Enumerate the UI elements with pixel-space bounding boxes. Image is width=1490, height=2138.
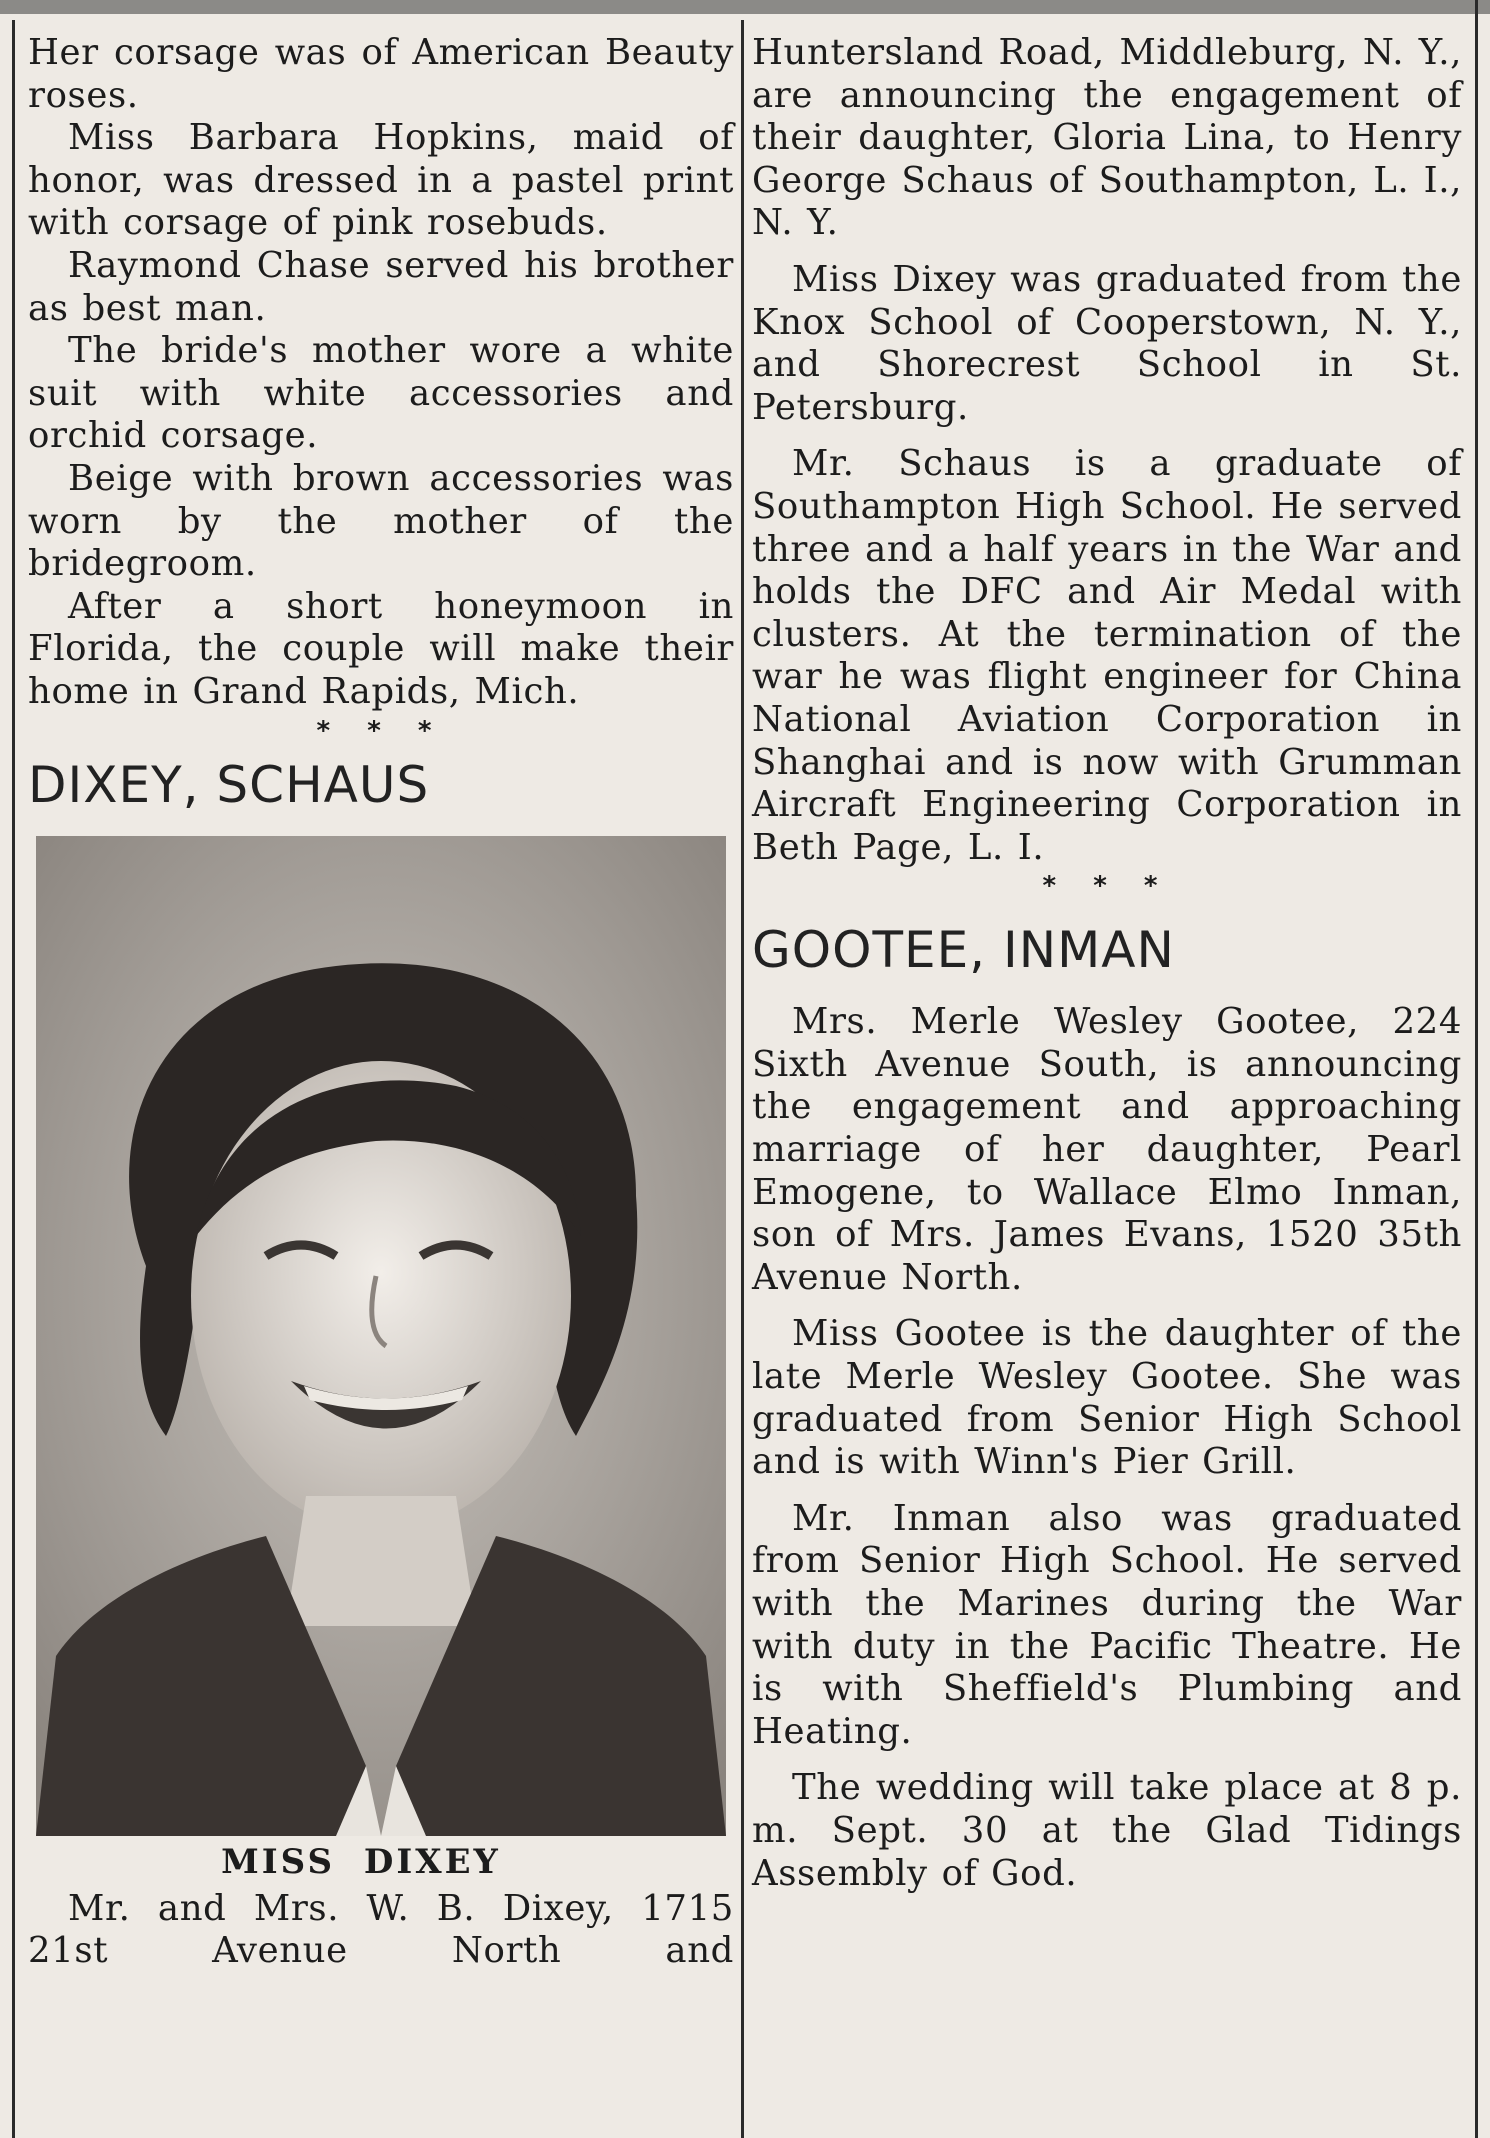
paragraph: After a short honeymoon in Florida, the couple will make their home in Grand Rapids, Mich. (28, 585, 734, 712)
paragraph: Miss Dixey was graduated from the Knox School of Cooperstown, N. Y., and Shorecrest School in St. Petersburg. (752, 258, 1462, 428)
photo-caption: MISS DIXEY (221, 1841, 501, 1882)
headline-dixey-schaus: DIXEY, SCHAUS (28, 755, 430, 814)
cropped-masthead-strip (0, 0, 1490, 14)
paragraph: Miss Gootee is the daughter of the late Merle Wesley Gootee. She was graduated from Senior High School and is with Winn's Pier Grill. (752, 1313, 1462, 1483)
paragraph: Mr. Schaus is a graduate of Southampton High School. He served three and a half years in the War and holds the DFC and Air Medal with clusters. At the termination of the war he was flight engineer for China National Aviation Corporation in Shanghai and is now with Grumman Aircraft Engineering Corporation in Beth Page, L. I. (752, 443, 1462, 868)
paragraph: Huntersland Road, Middleburg, N. Y., are announcing the engagement of their daughter, Gloria Lina, to Henry George Schaus of Southampton, L. I., N. Y. (752, 32, 1462, 244)
paragraph: Mr. Inman also was graduated from Senior High School. He served with the Marines during the War with duty in the Pacific Theatre. He is with Sheffield's Plumbing and Heating. (752, 1497, 1462, 1752)
section-separator: * * * (316, 715, 446, 746)
portrait-illustration (36, 836, 726, 1836)
story-opening-paragraph: Mr. and Mrs. W. B. Dixey, 1715 21st Avenue North and (28, 1887, 734, 1972)
paragraph: Beige with brown accessories was worn by the mother of the bridegroom. (28, 457, 734, 585)
left-column (28, 32, 734, 1973)
right-column (752, 32, 1462, 1895)
paragraph: The wedding will take place at 8 p. m. Sept. 30 at the Glad Tidings Assembly of God. (752, 1767, 1462, 1894)
right-margin-rule (1475, 0, 1478, 2138)
left-margin-rule (12, 20, 15, 2138)
paragraph: The bride's mother wore a white suit with white accessories and orchid corsage. (28, 330, 734, 457)
column-divider-rule (741, 20, 744, 2138)
paragraph: Her corsage was of American Beauty roses. (28, 32, 734, 116)
section-separator: * * * (1042, 871, 1172, 902)
portrait-photo-miss-dixey (36, 836, 726, 1836)
headline-gootee-inman: GOOTEE, INMAN (752, 921, 1175, 980)
paragraph: Raymond Chase served his brother as best man. (28, 244, 734, 329)
paragraph: Miss Barbara Hopkins, maid of honor, was dressed in a pastel print with corsage of pink rosebuds. (28, 117, 734, 244)
paragraph: Mrs. Merle Wesley Gootee, 224 Sixth Avenue South, is announcing the engagement and approaching marriage of her daughter, Pearl Emogene, to Wallace Elmo Inman, son of Mrs. James Evans, 1520 35th Avenue North. (752, 1001, 1462, 1298)
